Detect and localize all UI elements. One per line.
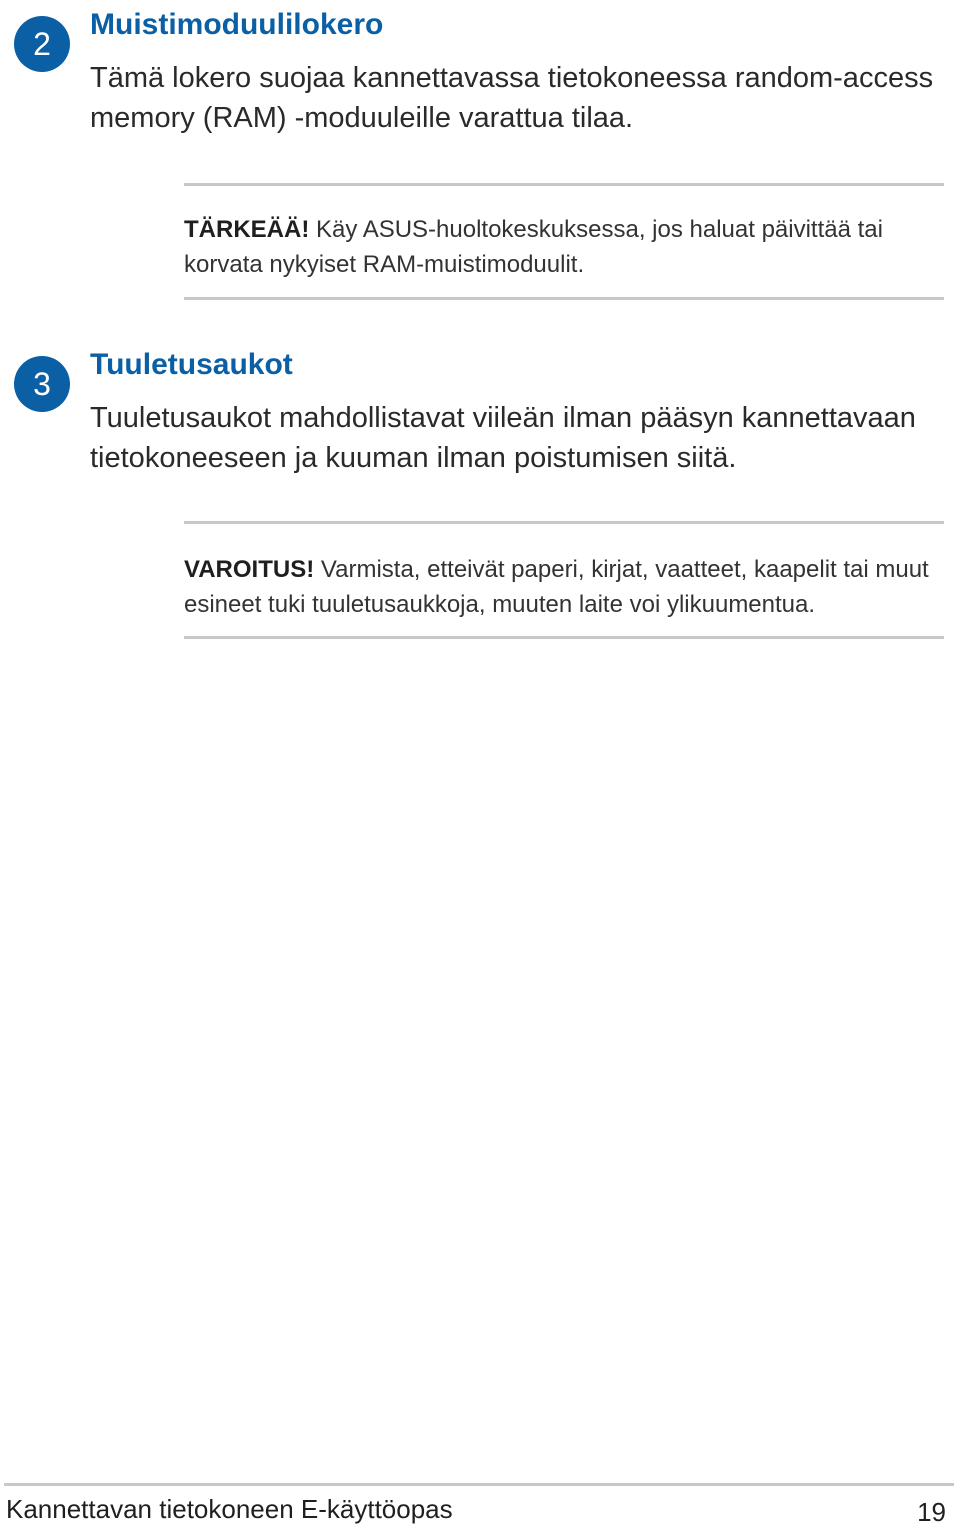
section-number-badge: 3 bbox=[14, 356, 70, 412]
section-body: Tämä lokero suojaa kannettavassa tietokoneessa random-access memory (RAM) -moduuleille varattua tilaa. bbox=[90, 62, 934, 134]
important-note-label: TÄRKEÄÄ! bbox=[184, 216, 310, 243]
section-title: Muistimoduulilokero bbox=[90, 8, 384, 41]
section-number-badge: 2 bbox=[14, 16, 70, 72]
warning-note-label: VAROITUS! bbox=[184, 556, 315, 583]
page-number: 19 bbox=[917, 1497, 946, 1527]
important-note bbox=[184, 183, 944, 300]
section-body: Tuuletusaukot mahdollistavat viileän ilman pääsyn kannettavaan tietokoneeseen ja kuuman ilman poistumisen siitä. bbox=[90, 402, 916, 474]
section-title: Tuuletusaukot bbox=[90, 348, 293, 381]
footer-divider bbox=[4, 1483, 954, 1486]
warning-note-text bbox=[184, 552, 944, 622]
warning-note-body: Varmista, etteivät paperi, kirjat, vaatteet, kaapelit tai muut esineet tuki tuuletusaukkoja, muuten laite voi ylikuumentua. bbox=[184, 556, 929, 618]
important-note-body: Käy ASUS-huoltokeskuksessa, jos haluat päivittää tai korvata nykyiset RAM-muistimoduulit. bbox=[184, 216, 883, 278]
warning-note bbox=[184, 521, 944, 639]
important-note-text bbox=[184, 212, 944, 282]
footer-manual-title: Kannettavan tietokoneen E-käyttöopas bbox=[6, 1494, 453, 1524]
